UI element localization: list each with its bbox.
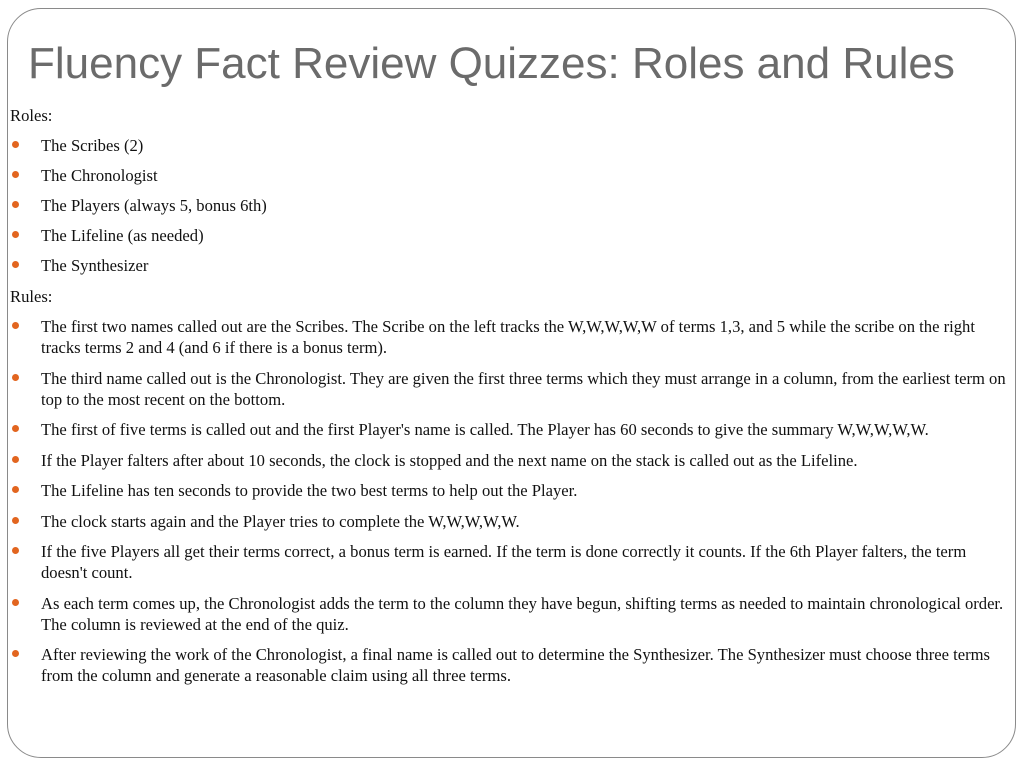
role-text: The Chronologist	[41, 166, 158, 185]
list-item	[10, 316, 1016, 358]
rule-text: The third name called out is the Chronologist. They are given the first three terms which they must arrange in a column, from the earliest term on top to the most recent on the bottom.	[41, 368, 1006, 409]
rule-text: The first two names called out are the Scribes. The Scribe on the left tracks the W,W,W,W,W of terms 1,3, and 5 while the scribe on the right tracks terms 2 and 4 (and 6 if there is a bonus term).	[41, 317, 975, 357]
rule-text: If the five Players all get their terms correct, a bonus term is earned. If the term is done correctly it counts. If the 6th Player falters, the term doesn't count.	[41, 542, 967, 582]
role-text: The Synthesizer	[41, 256, 149, 275]
rule-text: If the Player falters after about 10 seconds, the clock is stopped and the next name on the stack is called out as the Lifeline.	[41, 450, 858, 470]
list-item	[10, 450, 1016, 471]
list-item	[10, 644, 1016, 686]
bullet-icon	[12, 231, 19, 238]
role-text: The Lifeline (as needed)	[41, 226, 204, 245]
bullet-icon	[12, 547, 19, 554]
list-item	[10, 135, 1016, 156]
bullet-icon	[12, 322, 19, 329]
bullet-icon	[12, 201, 19, 208]
list-item	[10, 195, 1016, 216]
list-item	[10, 541, 1016, 583]
bullet-icon	[12, 650, 19, 657]
list-item	[10, 225, 1016, 246]
bullet-icon	[12, 456, 19, 463]
bullet-icon	[12, 425, 19, 432]
bullet-icon	[12, 374, 19, 381]
rules-label: Rules:	[10, 286, 53, 306]
roles-label: Roles:	[10, 106, 53, 125]
bullet-icon	[12, 141, 19, 148]
bullet-icon	[12, 261, 19, 268]
rule-text: The Lifeline has ten seconds to provide the two best terms to help out the Player.	[41, 481, 578, 500]
list-item	[10, 511, 1016, 532]
slide-content	[10, 105, 1016, 686]
slide-title: Fluency Fact Review Quizzes: Roles and Rules	[28, 39, 955, 88]
list-item	[10, 419, 1016, 440]
rule-text: The first of five terms is called out and the first Player's name is called. The Player has 60 seconds to give the summary W,W,W,W,W.	[41, 420, 929, 439]
rule-text: The clock starts again and the Player tries to complete the W,W,W,W,W.	[41, 511, 520, 531]
list-item	[10, 593, 1016, 635]
list-item	[10, 480, 1016, 501]
roles-list	[10, 135, 1016, 276]
bullet-icon	[12, 599, 19, 606]
bullet-icon	[12, 486, 19, 493]
rule-text: As each term comes up, the Chronologist adds the term to the column they have begun, shifting terms as needed to maintain chronological order. The column is reviewed at the end of the quiz.	[41, 593, 1004, 634]
rule-text: After reviewing the work of the Chronologist, a final name is called out to determine the Synthesizer. The Synthesizer must choose three terms from the column and generate a reasonable claim using all three terms.	[41, 645, 990, 685]
list-item	[10, 165, 1016, 186]
rules-list	[10, 316, 1016, 686]
bullet-icon	[12, 171, 19, 178]
role-text: The Players (always 5, bonus 6th)	[41, 196, 267, 215]
role-text: The Scribes (2)	[41, 136, 144, 155]
list-item	[10, 255, 1016, 276]
bullet-icon	[12, 517, 19, 524]
list-item	[10, 368, 1016, 410]
